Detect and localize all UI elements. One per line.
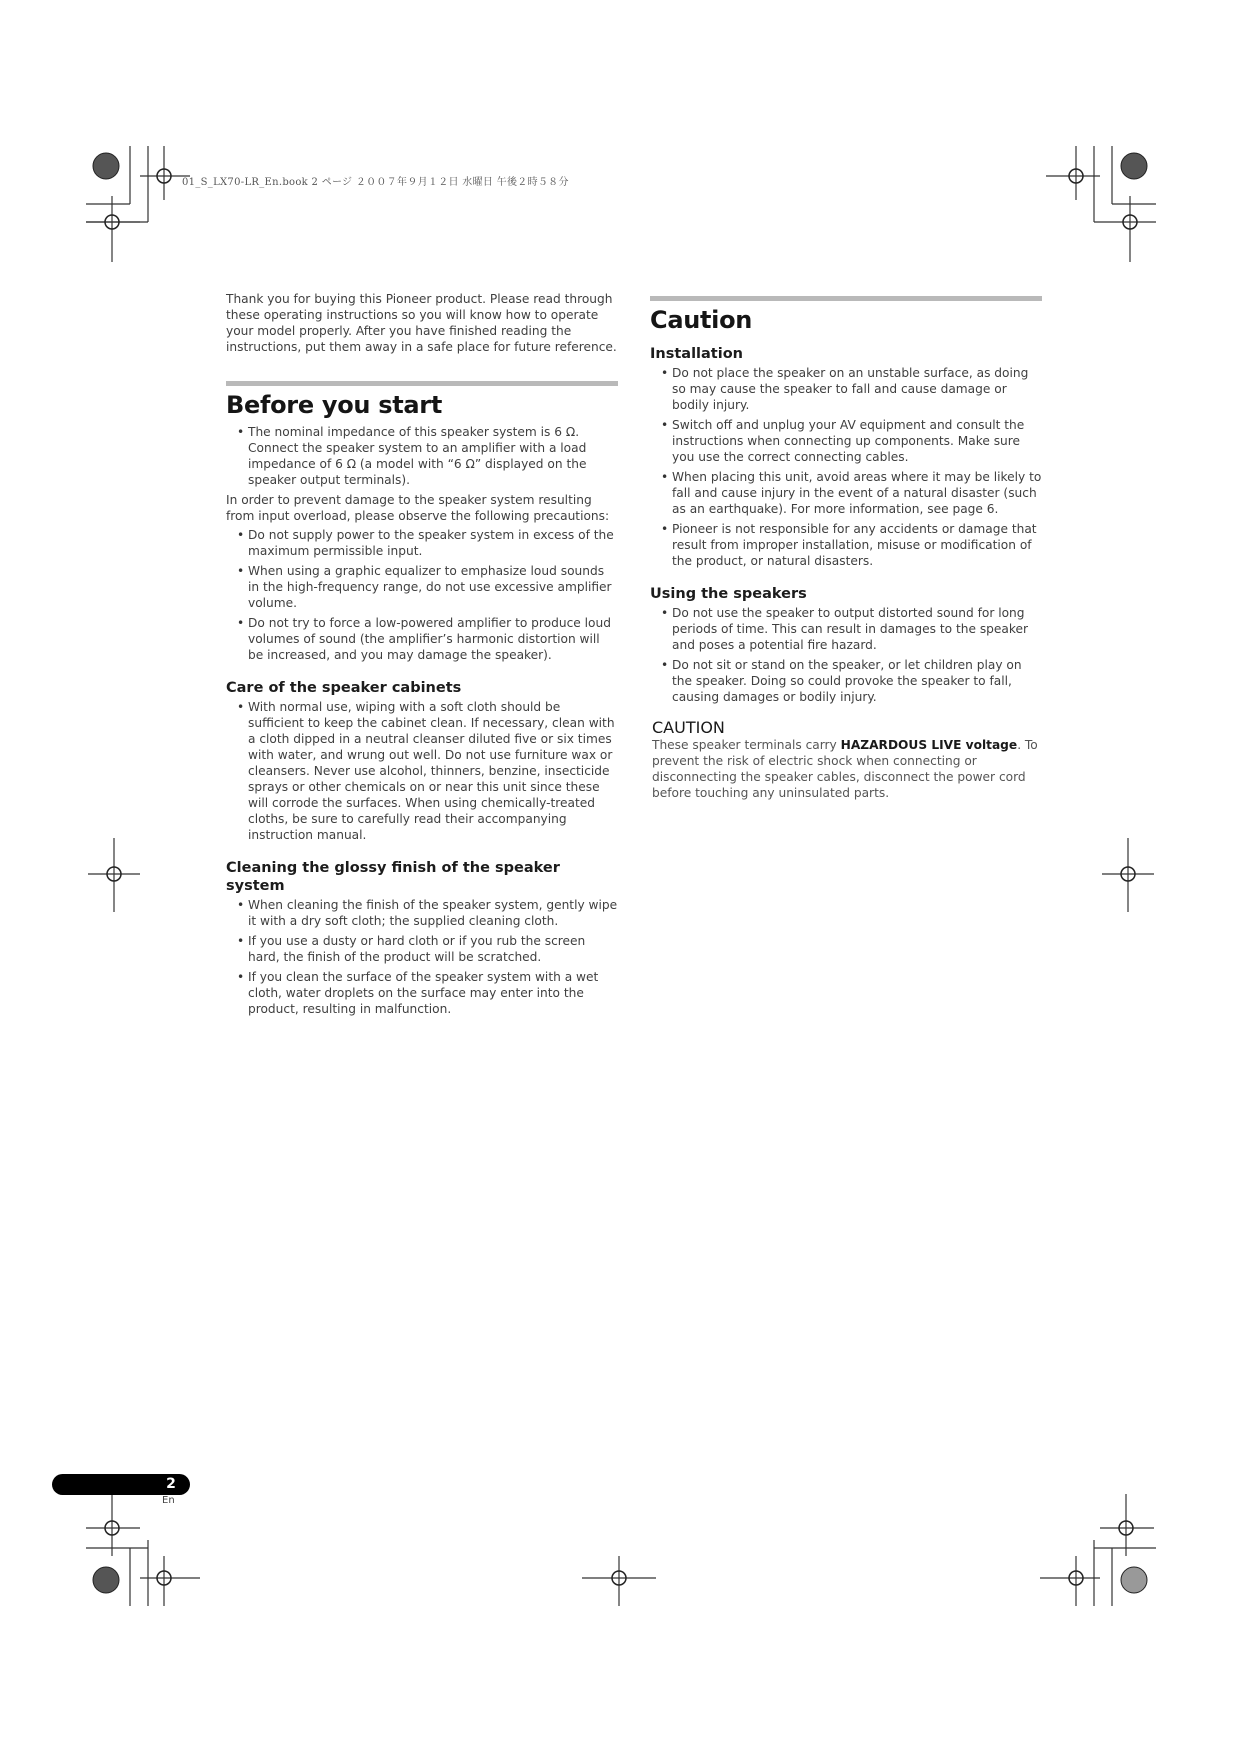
installation-heading: Installation — [650, 346, 743, 362]
list-item: • The nominal impedance of this speaker system is 6 Ω. Connect the speaker system to an amplifier with a load impedance of 6 Ω (a model with “6 Ω” displayed on the speaker output terminals). — [226, 424, 618, 488]
right-column — [650, 296, 1042, 801]
using-speakers-list — [650, 605, 1042, 705]
care-list — [226, 699, 618, 843]
before-you-start-list-2 — [226, 527, 618, 663]
list-item: • When cleaning the finish of the speaker system, gently wipe it with a dry soft cloth; the supplied cleaning cloth. — [226, 897, 618, 929]
cleaning-list — [226, 897, 618, 1017]
list-item: • With normal use, wiping with a soft cloth should be sufficient to keep the cabinet clean. If necessary, clean with a cloth dipped in a neutral cleanser diluted five or six times with water, and wrung out well. Do not use furniture wax or cleansers. Never use alcohol, thinners, benzine, insecticide sprays or other chemicals on or near this unit since these will corrode the surfaces. When using chemically-treated cloths, be sure to carefully read their accompanying instruction manual. — [226, 699, 618, 843]
list-item: • Do not use the speaker to output distorted sound for long periods of time. This can result in damages to the speaker and poses a potential fire hazard. — [650, 605, 1042, 653]
caution-box-text: These speaker terminals carry HAZARDOUS LIVE voltage. To prevent the risk of electric shock when connecting or disconnecting the speaker cables, disconnect the power cord before touching any uninsulated parts. — [652, 738, 1038, 800]
list-item: • Switch off and unplug your AV equipment and consult the instructions when connecting up components. Make sure you use the correct connecting cables. — [650, 417, 1042, 465]
caution-heading: Caution — [650, 306, 753, 334]
installation-list — [650, 365, 1042, 569]
list-item: • Do not sit or stand on the speaker, or let children play on the speaker. Doing so could provoke the speaker to fall, causing damages or bodily injury. — [650, 657, 1042, 705]
heading-bar — [650, 296, 1042, 301]
precautions-paragraph: In order to prevent damage to the speaker system resulting from input overload, please observe the following precautions: — [226, 493, 610, 523]
list-item: • When using a graphic equalizer to emphasize loud sounds in the high-frequency range, do not use excessive amplifier volume. — [226, 563, 618, 611]
list-item: • When placing this unit, avoid areas where it may be likely to fall and cause injury in the event of a natural disaster (such as an earthquake). For more information, see page 6. — [650, 469, 1042, 517]
list-item: • Do not supply power to the speaker system in excess of the maximum permissible input. — [226, 527, 618, 559]
list-item: • If you clean the surface of the speaker system with a wet cloth, water droplets on the surface may enter into the product, resulting in malfunction. — [226, 969, 618, 1017]
page-number: 2 — [166, 1476, 176, 1492]
cleaning-heading: Cleaning the glossy finish of the speaker system — [226, 860, 560, 894]
using-speakers-heading: Using the speakers — [650, 586, 807, 602]
before-you-start-list-1 — [226, 424, 618, 488]
caution-box-title: CAUTION — [652, 718, 725, 737]
list-item: • Do not try to force a low-powered amplifier to produce loud volumes of sound (the amplifier’s harmonic distortion will be increased, and you may damage the speaker). — [226, 615, 618, 663]
heading-bar — [226, 381, 618, 386]
intro-paragraph: Thank you for buying this Pioneer product. Please read through these operating instructions so you will know how to operate your model properly. After you have finished reading the instructions, put them away in a safe place for future reference. — [226, 292, 617, 354]
before-you-start-heading: Before you start — [226, 391, 443, 419]
print-header: 01_S_LX70-LR_En.book 2 ページ ２００７年９月１２日 水曜日 午後２時５８分 — [182, 177, 569, 188]
list-item: • If you use a dusty or hard cloth or if you rub the screen hard, the finish of the product will be scratched. — [226, 933, 618, 965]
left-column — [226, 291, 618, 1021]
list-item: • Do not place the speaker on an unstable surface, as doing so may cause the speaker to fall and cause damage or bodily injury. — [650, 365, 1042, 413]
language-label: En — [162, 1495, 175, 1506]
list-item: • Pioneer is not responsible for any accidents or damage that result from improper installation, misuse or modification of the product, or natural disasters. — [650, 521, 1042, 569]
care-heading: Care of the speaker cabinets — [226, 680, 462, 696]
